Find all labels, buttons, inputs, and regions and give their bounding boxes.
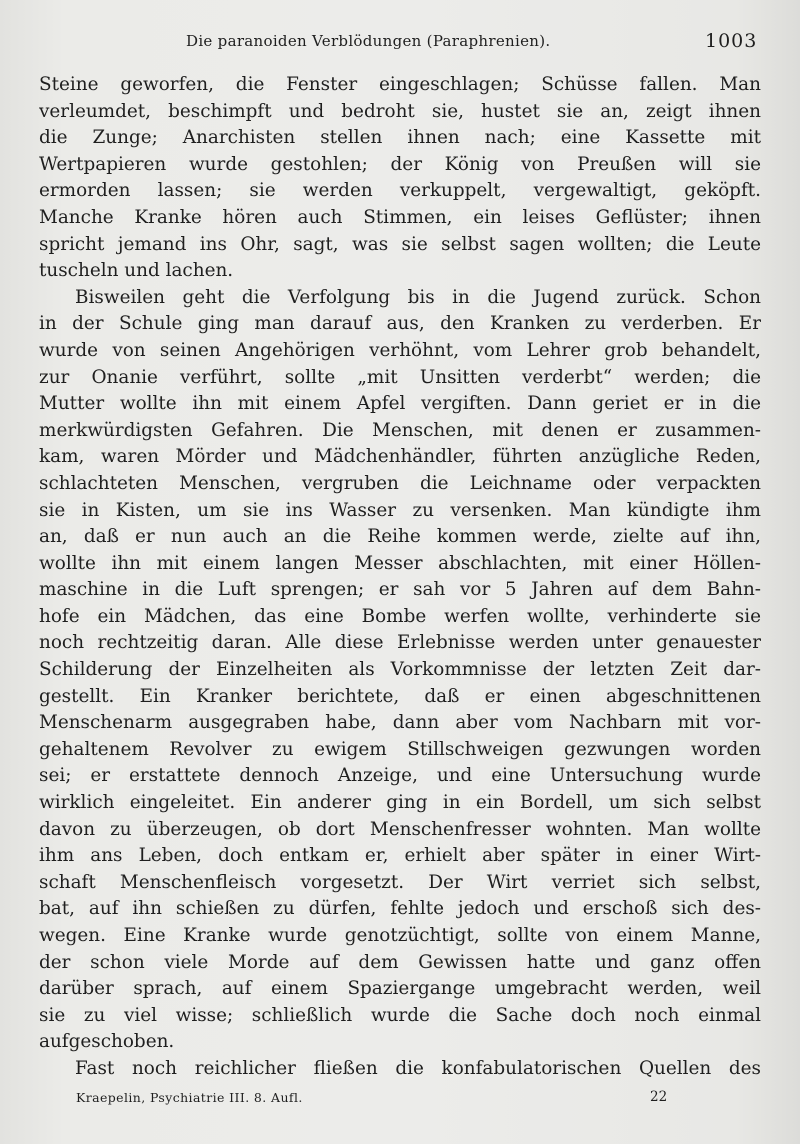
text-line: Manche Kranke hören auch Stimmen, ein leises Geflüster; ihnen [39, 206, 761, 228]
text-line: Bisweilen geht die Verfolgung bis in die Jugend zurück. Schon [75, 286, 761, 308]
text-line: ermorden lassen; sie werden verkuppelt, vergewaltigt, geköpft. [39, 180, 761, 202]
text-line: in der Schule ging man darauf aus, den Kranken zu verderben. Er [39, 313, 761, 335]
text-line: Menschenarm ausgegraben habe, dann aber vom Nachbarn mit vor- [39, 712, 761, 734]
text-line: darüber sprach, auf einem Spaziergange umgebracht werden, weil [39, 978, 761, 1000]
text-line: sie zu viel wisse; schließlich wurde die Sache doch noch einmal [39, 1004, 761, 1026]
text-line: davon zu überzeugen, ob dort Menschenfresser wohnten. Man wollte [39, 818, 761, 840]
text-line: an, daß er nun auch an die Reihe kommen werde, zielte auf ihn, [39, 526, 761, 548]
text-line: wollte ihn mit einem langen Messer abschlachten, mit einer Höllen- [39, 552, 761, 574]
text-line: Fast noch reichlicher fließen die konfabulatorischen Quellen des [75, 1057, 761, 1079]
page-footer [0, 1090, 800, 1110]
text-line: die Zunge; Anarchisten stellen ihnen nach; eine Kassette mit [39, 127, 761, 149]
text-line: spricht jemand ins Ohr, sagt, was sie selbst sagen wollten; die Leute [39, 233, 761, 255]
text-line: sei; er erstattete dennoch Anzeige, und eine Untersuchung wurde [39, 765, 761, 787]
text-line: merkwürdigsten Gefahren. Die Menschen, mit denen er zusammen- [39, 419, 761, 441]
text-line: wurde von seinen Angehörigen verhöhnt, vom Lehrer grob behandelt, [39, 339, 761, 361]
text-line: tuscheln und lachen. [39, 260, 234, 282]
text-line: schlachteten Menschen, vergruben die Leichname oder verpackten [39, 472, 761, 494]
text-line: zur Onanie verführt, sollte „mit Unsitten verderbt“ werden; die [39, 366, 761, 388]
page-number: 1003 [705, 30, 758, 52]
signature-mark: 22 [650, 1089, 668, 1105]
text-line: der schon viele Morde auf dem Gewissen hatte und ganz offen [39, 951, 761, 973]
text-line: gestellt. Ein Kranker berichtete, daß er einen abgeschnittenen [39, 685, 761, 707]
body-text [39, 72, 761, 1083]
text-line: Steine geworfen, die Fenster eingeschlagen; Schüsse fallen. Man [39, 74, 761, 95]
running-title: Die paranoiden Verblödungen (Paraphrenien). [186, 32, 551, 50]
text-line: hofe ein Mädchen, das eine Bombe werfen wollte, verhinderte sie [39, 605, 761, 627]
text-line: sie in Kisten, um sie ins Wasser zu versenken. Man kündigte ihm [39, 499, 761, 521]
text-line: Mutter wollte ihn mit einem Apfel vergiften. Dann geriet er in die [39, 393, 761, 415]
text-line: ihm ans Leben, doch entkam er, erhielt aber später in einer Wirt- [39, 845, 761, 867]
text-line: Schilderung der Einzelheiten als Vorkommnisse der letzten Zeit dar- [39, 659, 761, 681]
text-line: bat, auf ihn schießen zu dürfen, fehlte jedoch und erschoß sich des- [39, 898, 761, 920]
text-line: schaft Menschenfleisch vorgesetzt. Der Wirt verriet sich selbst, [39, 871, 761, 893]
text-line: kam, waren Mörder und Mädchenhändler, führten anzügliche Reden, [39, 446, 761, 468]
text-line: wegen. Eine Kranke wurde genotzüchtigt, sollte von einem Manne, [39, 925, 761, 946]
text-line: wirklich eingeleitet. Ein anderer ging in ein Bordell, um sich selbst [39, 792, 761, 814]
footer-reference: Kraepelin, Psychiatrie III. 8. Aufl. [76, 1090, 303, 1105]
running-head [0, 30, 800, 56]
text-line: maschine in die Luft sprengen; er sah vor 5 Jahren auf dem Bahn- [39, 579, 761, 601]
text-line: Wertpapieren wurde gestohlen; der König von Preußen will sie [39, 153, 761, 175]
text-line: gehaltenem Revolver zu ewigem Stillschweigen gezwungen worden [39, 738, 761, 760]
text-line: noch rechtzeitig daran. Alle diese Erlebnisse werden unter genauester [39, 632, 761, 654]
text-line: aufgeschoben. [39, 1031, 175, 1053]
text-line: verleumdet, beschimpft und bedroht sie, hustet sie an, zeigt ihnen [39, 100, 761, 122]
